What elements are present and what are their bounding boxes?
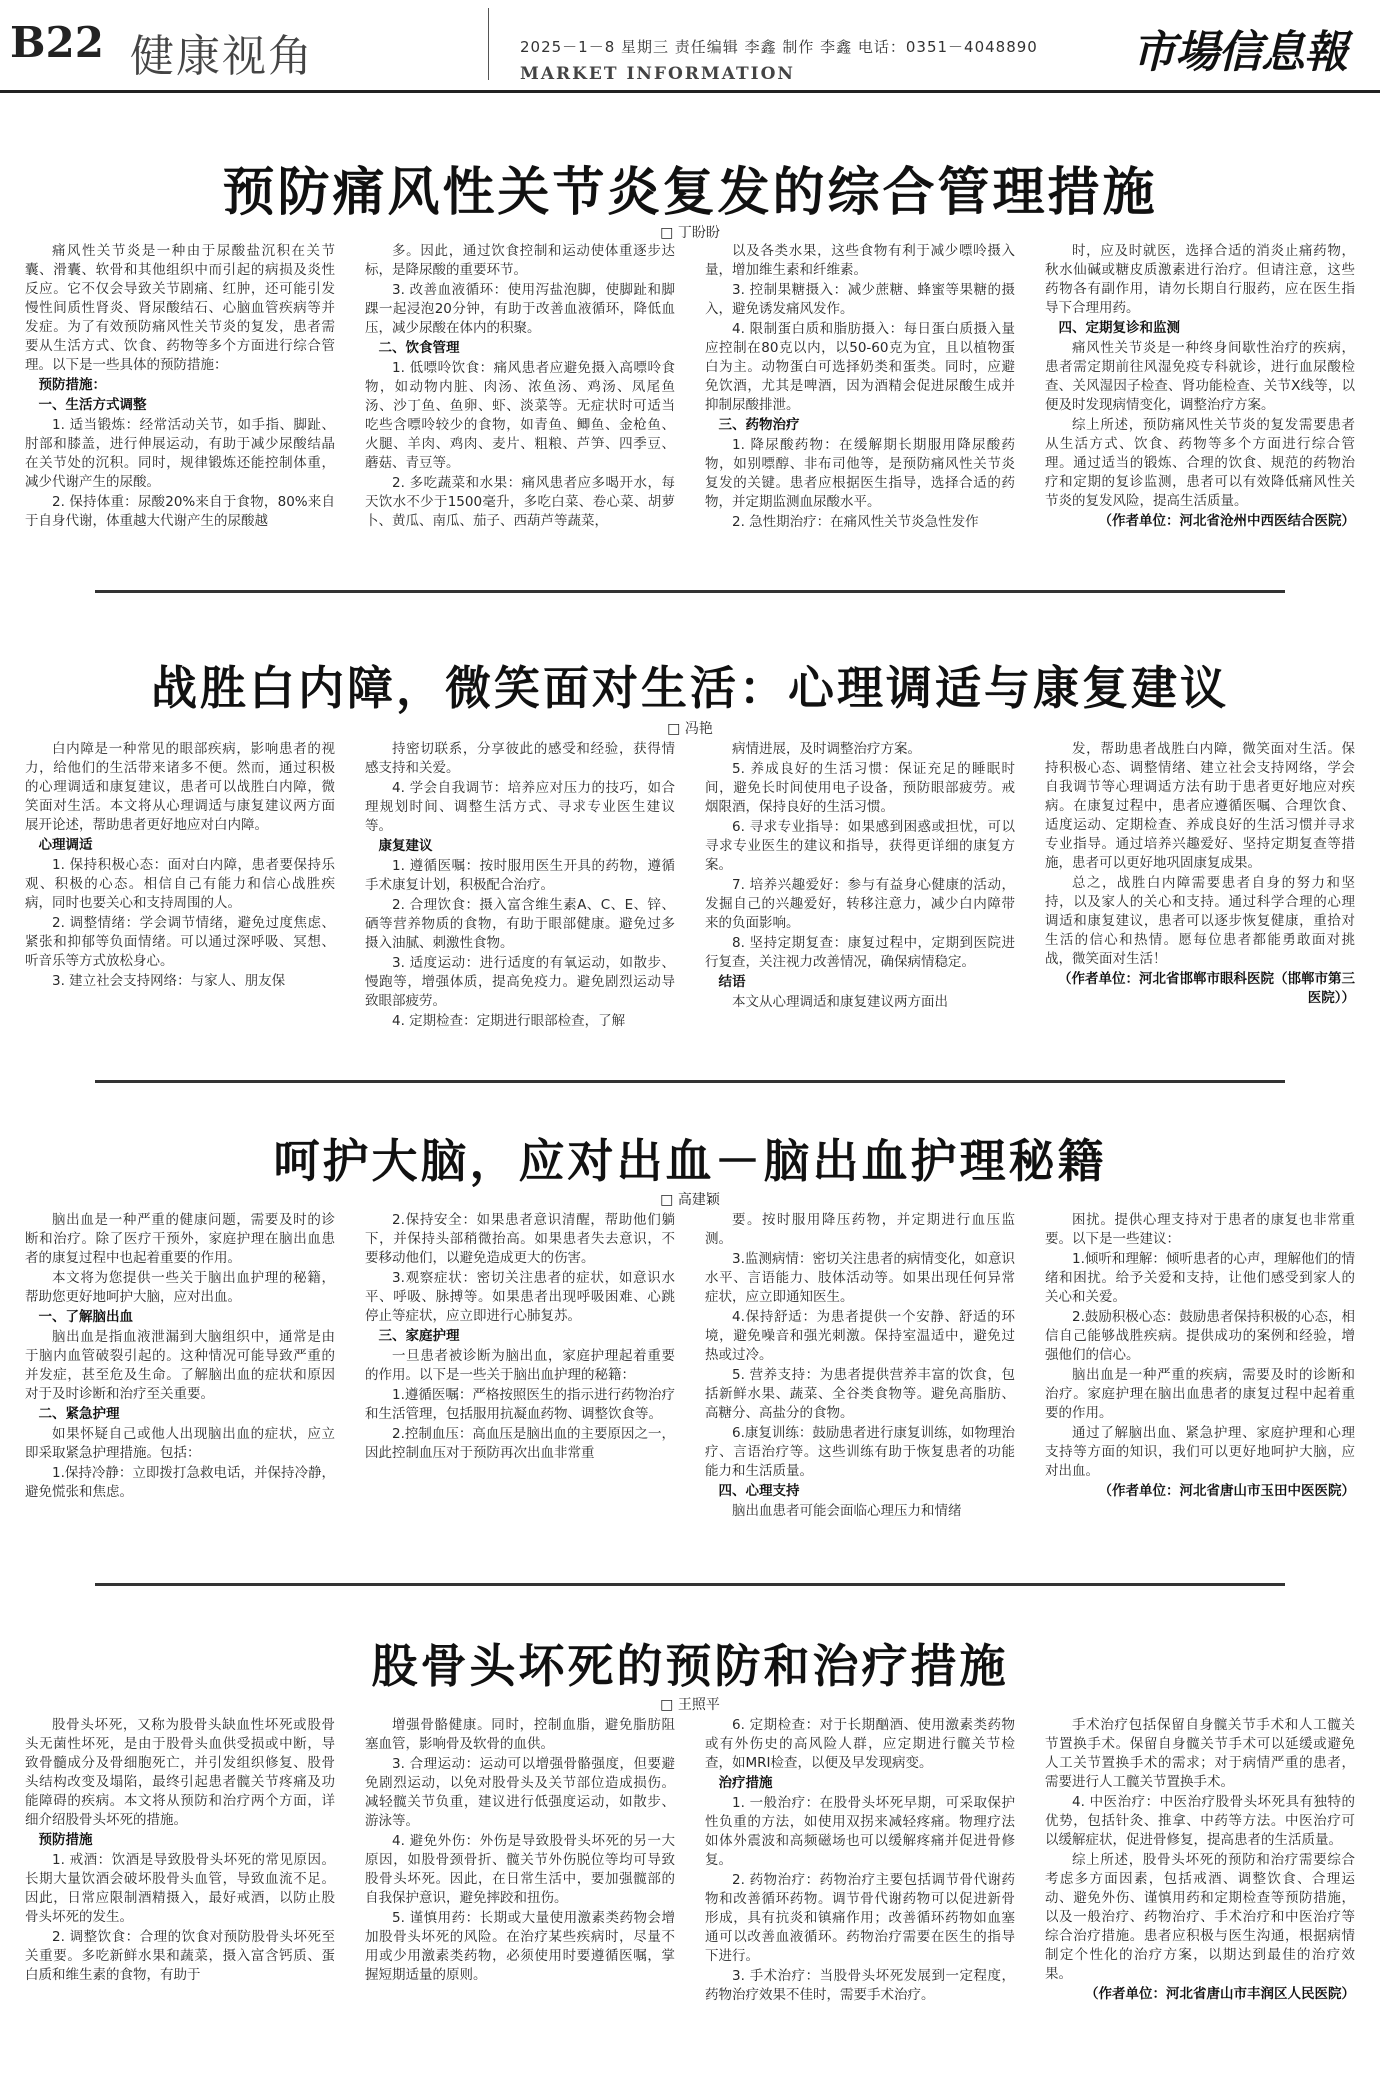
text-column (705, 242, 1015, 533)
paragraph: 一旦患者被诊断为脑出血，家庭护理起着重要的作用。以下是一些关于脑出血护理的秘籍： (365, 1348, 675, 1383)
paragraph: 1. 戒酒：饮酒是导致股骨头坏死的常见原因。长期大量饮酒会破坏股骨头血管，导致血流不足。因此，日常应限制酒精摄入，最好戒酒，以防止股骨头坏死的发生。 (25, 1852, 335, 1925)
paragraph: 脑出血是指血液泄漏到大脑组织中，通常是由于脑内血管破裂引起的。这种情况可能导致严重的并发症，甚至危及生命。了解脑出血的症状和原因对于及时诊断和治疗至关重要。 (25, 1329, 335, 1402)
paragraph: 本文从心理调适和康复建议两方面出 (732, 994, 948, 1010)
paragraph: 1. 降尿酸药物：在缓解期长期服用降尿酸药物，如别嘌醇、非布司他等，是预防痛风性关节炎复发的关键。患者应根据医生指导，选择合适的药物，并定期监测血尿酸水平。 (705, 437, 1015, 510)
author-affiliation: （作者单位：河北省沧州中西医结合医院） (1098, 513, 1355, 529)
paragraph: 4. 限制蛋白质和脂肪摄入：每日蛋白质摄入量应控制在80克以内，以50-60克为宜，且以植物蛋白为主。动物蛋白可选择奶类和蛋类。同时，应避免饮酒，尤其是啤酒，因为酒精会促进尿酸生成并抑制尿酸排泄。 (705, 321, 1015, 413)
subheading: 一、了解脑出血 (38, 1309, 133, 1325)
subheading: 一、生活方式调整 (38, 397, 147, 413)
edition-info: 2025－1－8 星期三 责任编辑 李鑫 制作 李鑫 电话：0351－4048890 (520, 38, 1038, 56)
paragraph: 3. 合理运动：运动可以增强骨骼强度，但要避免剧烈运动，以免对股骨头及关节部位造成损伤。减轻髋关节负重，建议进行低强度运动，如散步、游泳等。 (365, 1756, 675, 1829)
paragraph: 脑出血患者可能会面临心理压力和情绪 (732, 1503, 962, 1519)
newspaper-logo: 市場信息報 (1132, 27, 1347, 78)
paragraph: 4. 避免外伤：外伤是导致股骨头坏死的另一大原因，如股骨颈骨折、髋关节外伤脱位等均可导致股骨头坏死。因此，在日常生活中，要加强髋部的自我保护意识，避免摔跤和扭伤。 (365, 1833, 675, 1906)
author-affiliation: （作者单位：河北省唐山市玉田中医医院） (1098, 1483, 1355, 1499)
article-title: 战胜白内障，微笑面对生活：心理调适与康复建议 (151, 661, 1229, 715)
paragraph: 8. 坚持定期复查：康复过程中，定期到医院进行复查，关注视力改善情况，确保病情稳定。 (705, 935, 1015, 970)
paragraph: 3.监测病情：密切关注患者的病情变化，如意识水平、言语能力、肢体活动等。如果出现任何异常症状，应立即通知医生。 (705, 1251, 1015, 1305)
subheading: 心理调适 (38, 837, 93, 853)
text-column (365, 1716, 675, 2006)
paragraph: 4. 定期检查：定期进行眼部检查，了解 (392, 1013, 626, 1029)
paragraph: 痛风性关节炎是一种终身间歇性治疗的疾病，患者需定期前往风湿免疫专科就诊，进行血尿酸检查、关风湿因子检查、肾功能检查、关节X线等，以便及时发现病情变化，调整治疗方案。 (1045, 340, 1355, 413)
paragraph: 2.保持安全：如果患者意识清醒，帮助他们躺下，并保持头部稍微抬高。如果患者失去意识，不要移动他们，以避免造成更大的伤害。 (365, 1212, 675, 1266)
paragraph: 总之，战胜白内障需要患者自身的努力和坚持，以及家人的关心和支持。通过科学合理的心理调适和康复建议，患者可以逐步恢复健康，重拾对生活的信心和热情。愿每位患者都能勇敢面对挑战，微笑面对生活！ (1045, 875, 1355, 967)
article-divider (95, 1080, 1285, 1083)
article-body (25, 1716, 1355, 2006)
article-author: □ 丁盼盼 (660, 225, 720, 241)
paragraph: 本文将为您提供一些关于脑出血护理的秘籍，帮助您更好地呵护大脑，应对出血。 (25, 1270, 335, 1305)
paragraph: 6. 寻求专业指导：如果感到困惑或担忧，可以寻求专业医生的建议和指导，获得更详细的康复方案。 (705, 819, 1015, 873)
article-body (25, 740, 1355, 1032)
paragraph: 综上所述，股骨头坏死的预防和治疗需要综合考虑多方面因素，包括戒酒、调整饮食、合理运动、避免外伤、谨慎用药和定期检查等预防措施，以及一般治疗、药物治疗、手术治疗和中医治疗等综合治疗措施。患者应积极与医生沟通，根据病情制定个性化的治疗方案，以期达到最佳的治疗效果。 (1045, 1852, 1355, 1982)
subheading: 治疗措施 (718, 1775, 773, 1791)
subheading: 二、饮食管理 (378, 340, 460, 356)
text-column (1045, 242, 1355, 533)
paragraph: 要。按时服用降压药物，并定期进行血压监测。 (705, 1212, 1015, 1247)
paragraph: 2. 急性期治疗：在痛风性关节炎急性发作 (732, 514, 979, 530)
paragraph: 病情进展，及时调整治疗方案。 (732, 741, 921, 757)
paragraph: 4. 学会自我调节：培养应对压力的技巧，如合理规划时间、调整生活方式、寻求专业医生建议等。 (365, 780, 675, 834)
author-affiliation: （作者单位：河北省唐山市丰润区人民医院） (1085, 1986, 1355, 2002)
paragraph: 1. 遵循医嘱：按时服用医生开具的药物，遵循手术康复计划，积极配合治疗。 (365, 858, 675, 893)
paragraph: 5. 营养支持：为患者提供营养丰富的饮食，包括新鲜水果、蔬菜、全谷类食物等。避免高脂肪、高糖分、高盐分的食物。 (705, 1367, 1015, 1421)
article-divider (95, 590, 1285, 593)
paragraph: 2.控制血压：高血压是脑出血的主要原因之一，因此控制血压对于预防再次出血非常重 (365, 1426, 675, 1461)
paragraph: 2. 合理饮食：摄入富含维生素A、C、E、锌、硒等营养物质的食物，有助于眼部健康。避免过多摄入油腻、刺激性食物。 (365, 897, 675, 951)
text-column (1045, 1716, 1355, 2006)
paragraph: 1.保持冷静：立即拨打急救电话，并保持冷静，避免慌张和焦虑。 (25, 1465, 335, 1500)
masthead (0, 0, 1380, 88)
article-divider (95, 1583, 1285, 1586)
paragraph: 1. 保持积极心态：面对白内障，患者要保持乐观、积极的心态。相信自己有能力和信心战胜疾病，同时也要关心和支持周围的人。 (25, 857, 335, 911)
subheading: 二、紧急护理 (38, 1406, 120, 1422)
paragraph: 痛风性关节炎是一种由于尿酸盐沉积在关节囊、滑囊、软骨和其他组织中而引起的病损及炎性反应。它不仅会导致关节剧痛、红肿，还可能引发慢性间质性肾炎、肾尿酸结石、心脑血管疾病等并发症。为了有效预防痛风性关节炎的复发，患者需要从生活方式、饮食、药物等多个方面进行综合管理。以下是一些具体的预防措施： (25, 243, 335, 373)
header-separator (488, 8, 489, 80)
paragraph: 综上所述，预防痛风性关节炎的复发需要患者从生活方式、饮食、药物等多个方面进行综合管理。通过适当的锻炼、合理的饮食、规范的药物治疗和定期的复诊监测，患者可以有效降低痛风性关节炎的复发风险，提高生活质量。 (1045, 417, 1355, 509)
section-title: 健康视角 (130, 31, 314, 82)
paragraph: 4. 中医治疗：中医治疗股骨头坏死具有独特的优势，包括针灸、推拿、中药等方法。中医治疗可以缓解症状，促进骨修复，提高患者的生活质量。 (1045, 1794, 1355, 1848)
paragraph: 如果怀疑自己或他人出现脑出血的症状，应立即采取紧急护理措施。包括： (25, 1426, 335, 1461)
article-title: 股骨头坏死的预防和治疗措施 (371, 1639, 1009, 1693)
text-column (705, 1211, 1015, 1522)
paragraph: 4.保持舒适：为患者提供一个安静、舒适的环境，避免噪音和强光刺激。保持室温适中，避免过热或过冷。 (705, 1309, 1015, 1363)
text-column (1045, 740, 1355, 1032)
paragraph: 时，应及时就医，选择合适的消炎止痛药物，秋水仙碱或糖皮质激素进行治疗。但请注意，这些药物各有副作用，请勿长期自行服药，应在医生指导下合理用药。 (1045, 243, 1355, 316)
paragraph: 股骨头坏死，又称为股骨头缺血性坏死或股骨头无菌性坏死，是由于股骨头血供受损或中断，导致骨髓成分及骨细胞死亡，并引发组织修复、股骨头结构改变及塌陷，最终引起患者髋关节疼痛及功能障碍的疾病。本文将从预防和治疗两个方面，详细介绍股骨头坏死的措施。 (25, 1717, 335, 1828)
article-body (25, 242, 1355, 533)
subheading: 四、心理支持 (718, 1483, 800, 1499)
subheading: 四、定期复诊和监测 (1058, 320, 1180, 336)
paragraph: 3. 适度运动：进行适度的有氧运动，如散步、慢跑等，增强体质，提高免疫力。避免剧烈运动导致眼部疲劳。 (365, 955, 675, 1009)
article-body (25, 1211, 1355, 1522)
article-author: □ 王照平 (660, 1697, 720, 1713)
paragraph: 2. 保持体重：尿酸20%来自于食物，80%来自于自身代谢，体重越大代谢产生的尿酸越 (25, 494, 335, 529)
paragraph: 1.遵循医嘱：严格按照医生的指示进行药物治疗和生活管理，包括服用抗凝血药物、调整饮食等。 (365, 1387, 675, 1422)
paragraph: 2. 多吃蔬菜和水果：痛风患者应多喝开水，每天饮水不少于1500毫升，多吃白菜、卷心菜、胡萝卜、黄瓜、南瓜、茄子、西葫芦等蔬菜， (365, 475, 675, 529)
paragraph: 2.鼓励积极心态：鼓励患者保持积极的心态，相信自己能够战胜疾病。提供成功的案例和经验，增强他们的信心。 (1045, 1309, 1355, 1363)
paragraph: 1. 低嘌呤饮食：痛风患者应避免摄入高嘌呤食物，如动物内脏、肉汤、浓鱼汤、鸡汤、凤尾鱼汤、沙丁鱼、鱼卵、虾、淡菜等。无症状时可适当吃些含嘌呤较少的食物，如青鱼、鲫鱼、金枪鱼、火腿、羊肉、鸡肉、麦片、粗粮、芦笋、四季豆、蘑菇、青豆等。 (365, 360, 675, 471)
text-column (365, 740, 675, 1032)
paragraph: 持密切联系，分享彼此的感受和经验，获得情感支持和关爱。 (365, 741, 675, 776)
paragraph: 多。因此，通过饮食控制和运动使体重逐步达标，是降尿酸的重要环节。 (365, 243, 675, 278)
paragraph: 2. 调整饮食：合理的饮食对预防股骨头坏死至关重要。多吃新鲜水果和蔬菜，摄入富含钙质、蛋白质和维生素的食物，有助于 (25, 1929, 335, 1983)
subheading: 三、家庭护理 (378, 1328, 460, 1344)
paragraph: 增强骨骼健康。同时，控制血脂，避免脂肪阻塞血管，影响骨及软骨的血供。 (365, 1717, 675, 1752)
article-title: 呵护大脑，应对出血－脑出血护理秘籍 (273, 1134, 1107, 1188)
text-column (25, 1211, 335, 1522)
text-column (705, 1716, 1015, 2006)
paragraph: 1. 一般治疗：在股骨头坏死早期，可采取保护性负重的方法，如使用双拐来减轻疼痛。物理疗法如体外震波和高频磁场也可以缓解疼痛并促进骨修复。 (705, 1795, 1015, 1868)
text-column (365, 1211, 675, 1522)
text-column (1045, 1211, 1355, 1522)
paragraph: 通过了解脑出血、紧急护理、家庭护理和心理支持等方面的知识，我们可以更好地呵护大脑，应对出血。 (1045, 1425, 1355, 1479)
article-author: □ 冯艳 (667, 721, 713, 737)
paragraph: 6. 定期检查：对于长期酗酒、使用激素类药物或有外伤史的高风险人群，应定期进行髋关节检查，如MRI检查，以便及早发现病变。 (705, 1717, 1015, 1771)
paragraph: 以及各类水果，这些食物有利于减少嘌呤摄入量，增加维生素和纤维素。 (705, 243, 1015, 278)
article-title: 预防痛风性关节炎复发的综合管理措施 (222, 163, 1158, 223)
page-number: B22 (10, 18, 104, 67)
paragraph: 1. 适当锻炼：经常活动关节，如手指、脚趾、肘部和膝盖，进行伸展运动，有助于减少尿酸结晶在关节处的沉积。同时，规律锻炼还能控制体重，减少代谢产生的尿酸。 (25, 417, 335, 490)
paragraph: 5. 养成良好的生活习惯：保证充足的睡眠时间，避免长时间使用电子设备，预防眼部疲劳。戒烟限酒，保持良好的生活习惯。 (705, 761, 1015, 815)
subheading: 预防措施： (38, 377, 106, 393)
paragraph: 3.观察症状：密切关注患者的症状，如意识水平、呼吸、脉搏等。如果患者出现呼吸困难、心跳停止等症状，应立即进行心肺复苏。 (365, 1270, 675, 1324)
paragraph: 白内障是一种常见的眼部疾病，影响患者的视力，给他们的生活带来诸多不便。然而，通过积极的心理调适和康复建议，患者可以战胜白内障，微笑面对生活。本文将从心理调适与康复建议两方面展开论述，帮助患者更好地应对白内障。 (25, 741, 335, 833)
paragraph: 2. 药物治疗：药物治疗主要包括调节骨代谢药物和改善循环药物。调节骨代谢药物可以促进新骨形成，具有抗炎和镇痛作用；改善循环药物如血塞通可以改善血液循环。药物治疗需要在医生的指导下进行。 (705, 1872, 1015, 1964)
article-author: □ 高建颖 (660, 1192, 720, 1208)
paragraph: 脑出血是一种严重的疾病，需要及时的诊断和治疗。家庭护理在脑出血患者的康复过程中起着重要的作用。 (1045, 1367, 1355, 1421)
paragraph: 3. 控制果糖摄入：减少蔗糖、蜂蜜等果糖的摄入，避免诱发痛风发作。 (705, 282, 1015, 317)
paragraph: 6.康复训练：鼓励患者进行康复训练，如物理治疗、言语治疗等。这些训练有助于恢复患者的功能能力和生活质量。 (705, 1425, 1015, 1479)
paragraph: 发，帮助患者战胜白内障，微笑面对生活。保持积极心态、调整情绪、建立社会支持网络，学会自我调节等心理调适方法有助于患者更好地应对疾病。在康复过程中，患者应遵循医嘱、合理饮食、适度运动、定期检查、养成良好的生活习惯并寻求专业指导。通过培养兴趣爱好、坚持定期复查等措施，患者可以更好地巩固康复成果。 (1045, 741, 1355, 871)
text-column (25, 1716, 335, 2006)
subheading: 预防措施 (38, 1832, 93, 1848)
text-column (365, 242, 675, 533)
paragraph: 困扰。提供心理支持对于患者的康复也非常重要。以下是一些建议： (1045, 1212, 1355, 1247)
text-column (25, 740, 335, 1032)
paragraph: 脑出血是一种严重的健康问题，需要及时的诊断和治疗。除了医疗干预外，家庭护理在脑出血患者的康复过程中也起着重要的作用。 (25, 1212, 335, 1266)
header-rule (0, 90, 1380, 93)
paragraph: 1.倾听和理解：倾听患者的心声，理解他们的情绪和困扰。给予关爱和支持，让他们感受到家人的关心和关爱。 (1045, 1251, 1355, 1305)
english-title: MARKET INFORMATION (520, 64, 795, 84)
paragraph: 3. 改善血液循环：使用泻盐泡脚，使脚趾和脚踝一起浸泡20分钟，有助于改善血液循环，降低血压，减少尿酸在体内的积聚。 (365, 282, 675, 336)
paragraph: 手术治疗包括保留自身髋关节手术和人工髋关节置换手术。保留自身髋关节手术可以延缓或避免人工关节置换手术的需求；对于病情严重的患者，需要进行人工髋关节置换手术。 (1045, 1717, 1355, 1790)
paragraph: 3. 手术治疗：当股骨头坏死发展到一定程度，药物治疗效果不佳时，需要手术治疗。 (705, 1968, 1015, 2003)
paragraph: 5. 谨慎用药：长期或大量使用激素类药物会增加股骨头坏死的风险。在治疗某些疾病时，尽量不用或少用激素类药物，必须使用时要遵循医嘱，掌握短期适量的原则。 (365, 1910, 675, 1983)
paragraph: 3. 建立社会支持网络：与家人、朋友保 (52, 973, 286, 989)
paragraph: 7. 培养兴趣爱好：参与有益身心健康的活动，发掘自己的兴趣爱好，转移注意力，减少白内障带来的负面影响。 (705, 877, 1015, 931)
paragraph: 2. 调整情绪：学会调节情绪，避免过度焦虑、紧张和抑郁等负面情绪。可以通过深呼吸、冥想、听音乐等方式放松身心。 (25, 915, 335, 969)
author-affiliation: （作者单位：河北省邯郸市眼科医院（邯郸市第三医院）） (1058, 971, 1355, 1006)
subheading: 结语 (718, 974, 746, 990)
subheading: 康复建议 (378, 838, 433, 854)
text-column (705, 740, 1015, 1032)
subheading: 三、药物治疗 (718, 417, 800, 433)
text-column (25, 242, 335, 533)
